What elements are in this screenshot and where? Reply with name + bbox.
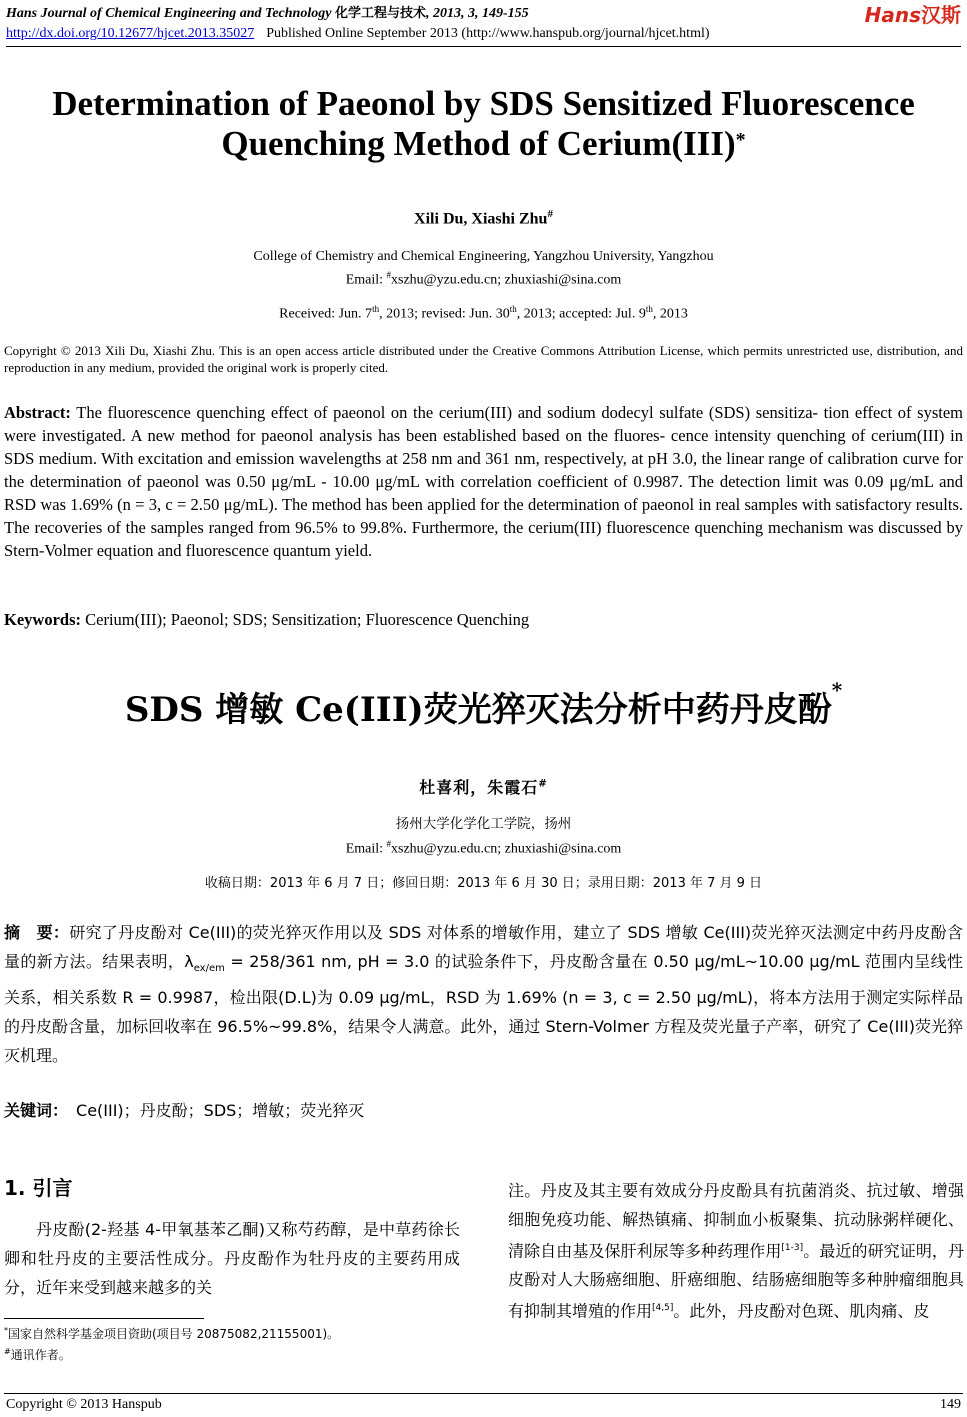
- volume-info: , 2013, 3, 149-155: [425, 6, 529, 21]
- page-number: 149: [940, 1397, 961, 1412]
- authors-text: Xili Du, Xiashi Zhu: [414, 210, 548, 228]
- footnote-corresponding-text: 通讯作者。: [10, 1348, 71, 1362]
- abstract-en: [4, 401, 963, 562]
- email-label: Email:: [345, 272, 387, 288]
- doi-line: [6, 24, 961, 44]
- paper-title-text: Determination of Paeonol by SDS Sensitized Fluorescence Quenching Method of Cerium(III): [52, 84, 915, 163]
- citation-ref[interactable]: [1-3]: [781, 1243, 804, 1253]
- title-cn-footnote-mark: *: [831, 678, 843, 702]
- footnote-mark: #: [4, 1347, 11, 1356]
- ordinal-suffix: th: [509, 304, 517, 314]
- affiliation: [0, 248, 967, 290]
- abstract-cn-text-1: 研究了丹皮酚对 Ce(III)的荧光猝灭作用以及 SDS 对体系的增敏作用，建立了 SDS 增敏 Ce(III)荧光猝灭法测定中药丹皮酚含量的新方法。结果表明，λ: [4, 923, 963, 971]
- footnote-divider: [4, 1318, 204, 1319]
- received-date: Received: Jun. 7: [279, 306, 373, 322]
- email-address-cn: xszhu@yzu.edu.cn; zhuxiashi@sina.com: [391, 841, 622, 857]
- footnote-corresponding: [4, 1343, 474, 1364]
- accepted-date: , 2013; accepted: Jul. 9: [516, 306, 646, 322]
- intro-paragraph-left: 丹皮酚(2-羟基 4-甲氧基苯乙酮)又称芍药醇，是中草药徐长卿和牡丹皮的主要活性成分。丹皮酚作为牡丹皮的主要药用成分，近年来受到越来越多的关: [4, 1220, 460, 1297]
- email-mark: #: [386, 270, 392, 280]
- footer-divider: [4, 1393, 963, 1394]
- abstract-cn-label: 摘 要：: [4, 923, 70, 942]
- hans-logo: [865, 4, 961, 26]
- citation-ref[interactable]: [4,5]: [652, 1303, 674, 1314]
- lambda-subscript: ex/em: [193, 963, 225, 975]
- logo-text-cn: 汉斯: [921, 3, 961, 27]
- journal-line: [6, 4, 961, 24]
- received-dates-cn: 收稿日期：2013 年 6 月 7 日；修回日期：2013 年 6 月 30 日；录用日期：2013 年 7 月 9 日: [204, 876, 763, 891]
- abstract-cn-text-2: = 258/361 nm, pH = 3.0 的试验条件下，丹皮酚含量在 0.50 μg/mL~10.00 μg/mL 范围内呈线性关系，相关系数 R = 0.9987，检出限(D.L)为 0.09 μg/mL，RSD 为 1.69% (n = 3, c = 2.50 μg/mL)，将本方法用于测定实际样品的丹皮酚含量，加标回收率在 96.5%~99.8%，结果令人满意。此外，通过 Stern-Volmer 方程及荧光量子产率，研究了 Ce(III)荧光猝灭机理。: [4, 952, 963, 1066]
- published-online: Published Online September 2013 (http://www.hanspub.org/journal/hjcet.html): [266, 26, 710, 41]
- doi-link[interactable]: http://dx.doi.org/10.12677/hjcet.2013.35027: [6, 26, 255, 41]
- title-footnote-mark: *: [735, 129, 746, 151]
- keywords-text: Cerium(III); Paeonol; SDS; Sensitization; Fluorescence Quenching: [85, 610, 530, 629]
- keywords-en: [4, 610, 963, 630]
- paper-title: [20, 84, 947, 164]
- author-list: [0, 208, 967, 228]
- abstract-cn: [4, 918, 963, 1070]
- affiliation-cn: [0, 814, 967, 860]
- email-label-cn: Email:: [345, 841, 387, 857]
- footnotes: [4, 1322, 474, 1364]
- author-cn-mark: #: [538, 778, 548, 790]
- affiliation-cn-text: 扬州大学化学化工学院，扬州: [395, 816, 572, 832]
- abstract-label: Abstract:: [4, 403, 71, 422]
- revised-date: , 2013; revised: Jun. 30: [379, 306, 510, 322]
- email-line: [0, 266, 967, 290]
- intro-text-2: 。最近的研究证明，丹皮酚对人大肠癌细胞、肝癌细胞、结肠癌细胞等多种肿瘤细胞具有抑制其增殖的作用: [508, 1241, 964, 1321]
- footnote-funding-text: 国家自然科学基金项目资助(项目号 20875082,21155001)。: [8, 1327, 340, 1341]
- journal-name: Hans Journal of Chemical Engineering and Technology: [6, 6, 332, 21]
- header-divider: [6, 46, 961, 47]
- logo-text-en: Hans: [864, 3, 921, 27]
- received-dates: [0, 304, 967, 323]
- intro-paragraph-right: [508, 1176, 964, 1326]
- email-mark-cn: #: [386, 839, 392, 849]
- running-header: [6, 4, 961, 44]
- paper-title-cn-text: SDS 增敏 Ce(III)荧光猝灭法分析中药丹皮酚: [124, 690, 832, 730]
- ordinal-suffix: th: [645, 304, 653, 314]
- keywords-cn: [4, 1098, 963, 1121]
- keywords-label: Keywords:: [4, 610, 81, 629]
- copyright-notice: Copyright © 2013 Xili Du, Xiashi Zhu. This is an open access article distributed under the Creative Commons Attribution License, which permits unrestricted use, distribution, and reproduction in any medium, provided the original work is properly cited.: [4, 343, 963, 375]
- paper-title-cn: [0, 678, 967, 731]
- footer-copyright: Copyright © 2013 Hanspub: [6, 1397, 162, 1412]
- author-mark: #: [547, 208, 553, 220]
- authors-cn-text: 杜喜利，朱霞石: [419, 778, 539, 797]
- journal-name-cn: 化学工程与技术: [334, 6, 426, 21]
- intro-text-1: 注。丹皮及其主要有效成分丹皮酚具有抗菌消炎、抗过敏、增强细胞免疫功能、解热镇痛、抑制血小板聚集、抗动脉粥样硬化、清除自由基及保肝利尿等多种药理作用: [508, 1181, 964, 1261]
- keywords-cn-label: 关键词：: [4, 1101, 61, 1120]
- footnote-mark: *: [4, 1326, 8, 1335]
- abstract-text: The fluorescence quenching effect of paeonol on the cerium(III) and sodium dodecyl sulfate (SDS) sensitiza- tion effect of system were investigated. A new method for paeonol analysis has been established based on the fluores- cence intensity quenching of cerium(III) in SDS medium. With excitation and emission wavelengths at 258 nm and 361 nm, respectively, at pH 3.0, the linear range of calibration curve for the determination of paeonol was 0.50 μg/mL - 10.00 μg/mL with correlation coefficient of 0.9987. The detection limit was 0.09 μg/mL and RSD was 1.69% (n = 3, c = 2.50 μg/mL). The method has been applied for the determination of paeonol in real samples with satisfactory results. The recoveries of the samples ranged from 96.5% to 99.8%. Furthermore, the cerium(III) fluorescence quenching mechanism was discussed by Stern-Volmer equation and fluorescence quantum yield.: [4, 403, 963, 560]
- footnote-funding: [4, 1322, 474, 1343]
- email-line-cn: [0, 834, 967, 860]
- body-column-right: [508, 1176, 964, 1326]
- affiliation-text: College of Chemistry and Chemical Engineering, Yangzhou University, Yangzhou: [253, 249, 714, 264]
- intro-text-3: 。此外，丹皮酚对色斑、肌肉痛、皮: [673, 1301, 930, 1321]
- ordinal-suffix: th: [372, 304, 380, 314]
- author-list-cn: [0, 775, 967, 798]
- section-heading: 1. 引言: [4, 1176, 73, 1200]
- body-column-left: [4, 1172, 460, 1302]
- keywords-cn-text: Ce(III)；丹皮酚；SDS；增敏；荧光猝灭: [60, 1101, 365, 1120]
- year-suffix: , 2013: [652, 306, 688, 322]
- email-address: xszhu@yzu.edu.cn; zhuxiashi@sina.com: [391, 272, 622, 288]
